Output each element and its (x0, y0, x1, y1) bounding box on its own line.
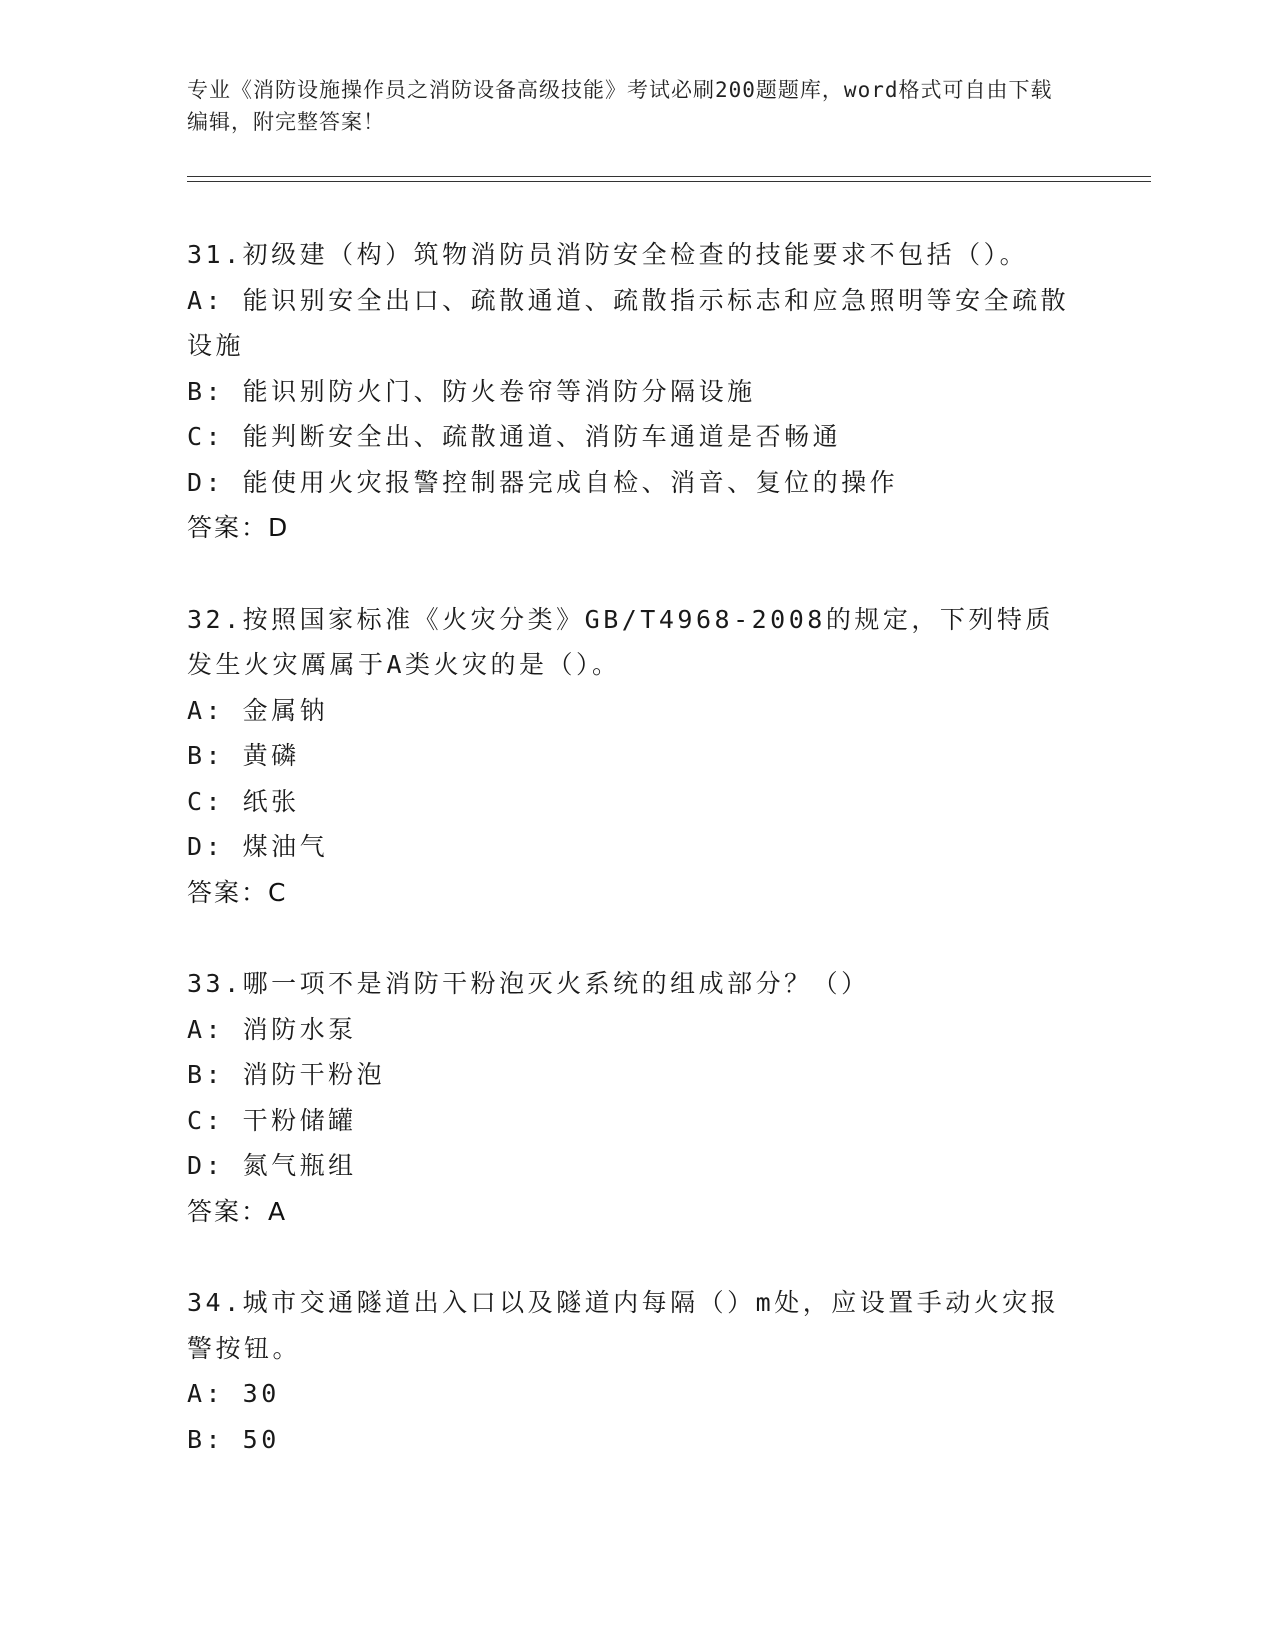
option-a: A: 消防水泵 (187, 1014, 357, 1044)
question-34 (187, 1280, 1077, 1462)
option-d: D: 氮气瓶组 (187, 1151, 357, 1180)
option-d: D: 煤油气 (187, 832, 329, 861)
question-stem: 32.按照国家标准《火灾分类》GB/T4968-2008的规定，下列特质发生火灾厲属于A类火灾的是（）。 (187, 604, 1054, 679)
option-a: A: 能识别安全出口、疏散通道、疏散指示标志和应急照明等安全疏散设施 (187, 285, 1070, 360)
question-stem: 34.城市交通隧道出入口以及隧道内每隔（）m处，应设置手动火灾报警按钮。 (187, 1288, 1060, 1363)
header-rule-bottom (187, 181, 1151, 182)
question-stem: 31.初级建（构）筑物消防员消防安全检查的技能要求不包括（）。 (187, 240, 1029, 269)
option-b: B: 黄磷 (187, 741, 300, 770)
question-33 (187, 961, 1077, 1234)
question-list (187, 232, 1077, 1508)
question-31 (187, 232, 1077, 551)
option-b: B: 50 (187, 1424, 280, 1454)
question-32 (187, 597, 1077, 916)
option-c: C: 干粉储罐 (187, 1105, 357, 1135)
option-c: C: 能判断安全出、疏散通道、消防车通道是否畅通 (187, 422, 842, 451)
option-b: B: 能识别防火门、防火卷帘等消防分隔设施 (187, 376, 756, 406)
answer-line: 答案：A (187, 1196, 288, 1226)
answer-line: 答案：D (187, 513, 290, 542)
question-stem: 33.哪一项不是消防干粉泡灭火系统的组成部分？（） (187, 969, 870, 998)
answer-line: 答案：C (187, 877, 288, 907)
option-d: D: 能使用火灾报警控制器完成自检、消音、复位的操作 (187, 467, 899, 497)
option-b: B: 消防干粉泡 (187, 1060, 386, 1089)
option-a: A: 金属钠 (187, 695, 329, 725)
document-header: 专业《消防设施操作员之消防设备高级技能》考试必刷200题题库，word格式可自由下载编辑，附完整答案！ (187, 78, 1053, 134)
option-c: C: 纸张 (187, 786, 300, 816)
option-a: A: 30 (187, 1379, 280, 1408)
header-rule-top (187, 176, 1151, 177)
